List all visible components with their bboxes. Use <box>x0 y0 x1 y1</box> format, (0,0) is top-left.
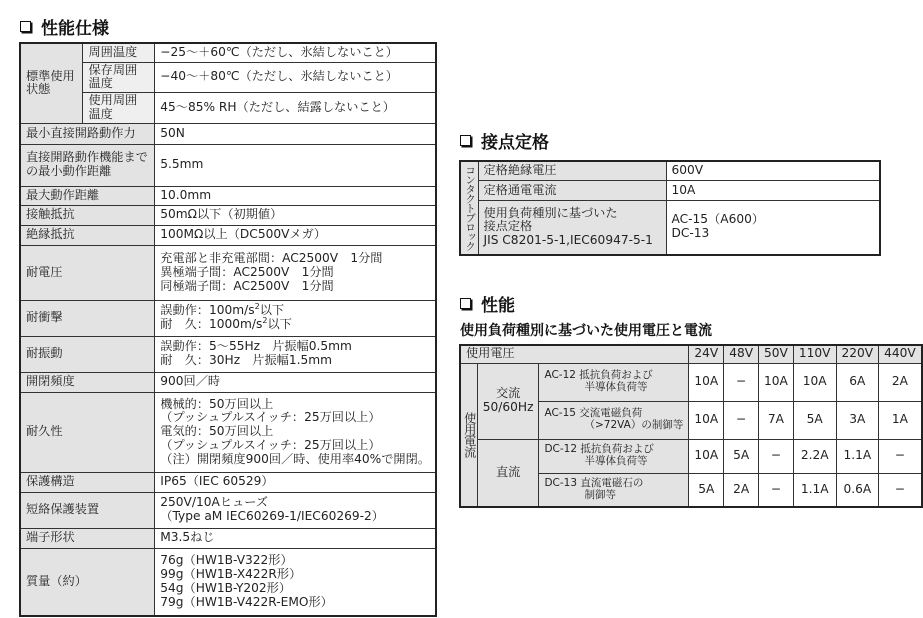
current-value: 5A <box>689 473 724 507</box>
load-type <box>539 439 689 473</box>
contact-label: 定格絶縁電圧 <box>478 161 666 181</box>
spec-value: 50N <box>155 123 436 144</box>
value-line: 電気的：50万回以上 <box>160 424 274 439</box>
perf-section-title <box>460 291 515 316</box>
value-line: 耐 久：$1000m/s^2$以下 <box>160 316 292 332</box>
contact-value <box>666 200 880 254</box>
value-line: 76g（HW1B-V322形） <box>160 553 293 568</box>
current-value: − <box>724 363 759 401</box>
value-line: 250V/10Aヒューズ <box>160 495 268 510</box>
current-value: 10A <box>759 363 794 401</box>
value-line: （プッシュプルスイッチ：25万回以上） <box>160 438 381 453</box>
spec-value: IP65（IEC 60529） <box>155 472 436 492</box>
current-value: 10A <box>689 363 724 401</box>
checkbox-square-icon <box>460 298 471 309</box>
current-value: 7A <box>759 401 794 439</box>
value-line: 機械的：50万回以上 <box>160 396 274 411</box>
voltage-header-label: 使用電圧 <box>460 345 689 363</box>
contact-title: 接点定格 <box>481 133 549 153</box>
value-line: 同極端子間：AC2500V 1分間 <box>160 278 334 293</box>
current-value: 1.1A <box>836 439 879 473</box>
spec-label: 最小直接開路動作力 <box>20 123 155 144</box>
spec-value: 10.0mm <box>155 186 436 205</box>
spec-section-title <box>20 14 109 39</box>
current-value: 5A <box>724 439 759 473</box>
load-line: （>72VA）の制御等 <box>584 419 684 431</box>
value-line: 99g（HW1B-X422R形） <box>160 567 302 582</box>
voltage-header: 50V <box>759 345 794 363</box>
spec-label: 質量（約） <box>20 548 155 616</box>
standard-conditions-label: 標準使用状態 <box>20 43 83 123</box>
voltage-header: 24V <box>689 345 724 363</box>
spec-label: 耐振動 <box>20 336 155 372</box>
contact-label <box>478 200 666 254</box>
spec-label: 接触抵抗 <box>20 205 155 225</box>
current-value: − <box>879 473 922 507</box>
spec-value <box>155 492 436 528</box>
value-line: （プッシュプルスイッチ：25万回以上） <box>160 410 381 425</box>
perf-subtitle: 使用負荷種別に基づいた使用電圧と電流 <box>460 323 712 339</box>
load-line: 半導体負荷等 <box>584 381 648 393</box>
value-line: AC-15（A600） <box>671 212 765 227</box>
current-value: − <box>759 439 794 473</box>
ac-label: 交流 50/60Hz <box>477 363 539 439</box>
value-line: 充電部と非充電部間：AC2500V 1分間 <box>160 250 383 265</box>
spec-title: 性能仕様 <box>41 19 109 39</box>
spec-value <box>155 392 436 472</box>
current-value: 0.6A <box>836 473 879 507</box>
contact-value: 10A <box>666 181 880 201</box>
current-label: 使用電流 <box>460 363 477 507</box>
load-line: AC-12 抵抗負荷および <box>544 369 653 382</box>
load-line: DC-12 抵抗負荷および <box>544 443 654 456</box>
spec-label: 耐久性 <box>20 392 155 472</box>
current-value: 2A <box>724 473 759 507</box>
spec-value: 50mΩ以下（初期値） <box>155 205 436 225</box>
contact-value: 600V <box>666 161 880 181</box>
current-value: 5A <box>793 401 836 439</box>
contact-section-title <box>460 128 549 153</box>
current-value: 10A <box>689 401 724 439</box>
current-value: 1A <box>879 401 922 439</box>
sub-label: 使用周囲温度 <box>83 93 155 124</box>
load-type <box>539 363 689 401</box>
load-line: 制御等 <box>584 488 616 501</box>
spec-value: M3.5ねじ <box>155 528 436 548</box>
spec-value: 45～85% RH（ただし、結露しないこと） <box>155 93 436 124</box>
current-value: 10A <box>689 439 724 473</box>
spec-label: 絶縁抵抗 <box>20 225 155 245</box>
load-type <box>539 473 689 507</box>
contact-table <box>459 160 881 256</box>
load-type <box>539 401 689 439</box>
dc-label: 直流 <box>477 439 539 507</box>
spec-label: 耐電圧 <box>20 245 155 300</box>
value-line: 誤動作：$100m/s^2$以下 <box>160 302 285 318</box>
spec-value <box>155 300 436 336</box>
current-value: 6A <box>836 363 879 401</box>
voltage-header: 220V <box>836 345 879 363</box>
current-value: 1.1A <box>793 473 836 507</box>
voltage-header: 48V <box>724 345 759 363</box>
value-line: 異極端子間：AC2500V 1分間 <box>160 264 334 279</box>
value-line: DC-13 <box>671 226 710 241</box>
contact-label: 定格通電電流 <box>478 181 666 201</box>
current-value: 10A <box>793 363 836 401</box>
perf-title: 性能 <box>481 296 515 316</box>
value-line: 誤動作：5～55Hz 片振幅0.5mm <box>160 339 352 354</box>
spec-label: 保護構造 <box>20 472 155 492</box>
spec-label: 耐衝撃 <box>20 300 155 336</box>
spec-value <box>155 336 436 372</box>
value-line: 耐 久：30Hz 片振幅1.5mm <box>160 353 332 368</box>
contact-block-label: コンタクトブロック <box>460 161 478 255</box>
sub-label: 保存周囲温度 <box>83 62 155 93</box>
spec-value: −25～＋60℃（ただし、氷結しないこと） <box>155 43 436 62</box>
checkbox-square-icon <box>460 135 471 146</box>
load-line: AC-15 交流電磁負荷 <box>544 407 643 420</box>
spec-label: 短絡保護装置 <box>20 492 155 528</box>
spec-label: 最大動作距離 <box>20 186 155 205</box>
current-value: − <box>724 401 759 439</box>
value-line: （Type aM IEC60269-1/IEC60269-2） <box>160 509 384 524</box>
label-line: 接点定格 <box>483 219 533 234</box>
label-line: 使用負荷種別に基づいた <box>483 205 618 220</box>
spec-label: 端子形状 <box>20 528 155 548</box>
current-value: 2.2A <box>793 439 836 473</box>
current-value: 3A <box>836 401 879 439</box>
spec-value <box>155 548 436 616</box>
voltage-header: 110V <box>793 345 836 363</box>
spec-label: 開閉頻度 <box>20 372 155 392</box>
spec-value: 900回／時 <box>155 372 436 392</box>
voltage-header: 440V <box>879 345 922 363</box>
load-line: DC-13 直流電磁石の <box>544 477 644 489</box>
spec-value: 100MΩ以上（DC500Vメガ） <box>155 225 436 245</box>
current-value: − <box>759 473 794 507</box>
value-line: 54g（HW1B-Y202形） <box>160 580 292 595</box>
spec-value: 5.5mm <box>155 144 436 186</box>
label-line: JIS C8201-5-1,IEC60947-5-1 <box>483 233 653 248</box>
perf-table <box>459 344 923 508</box>
spec-label: 直接開路動作機能までの最小動作距離 <box>20 144 155 186</box>
spec-value <box>155 245 436 300</box>
load-line: 半導体負荷等 <box>584 455 648 467</box>
spec-table <box>19 42 437 617</box>
checkbox-square-icon <box>20 21 31 32</box>
sub-label: 周囲温度 <box>83 43 155 62</box>
value-line: 79g（HW1B-V422R-EMO形） <box>160 594 333 609</box>
current-value: 2A <box>879 363 922 401</box>
value-line: （注）開閉頻度900回／時、使用率40%で開閉。 <box>160 451 430 466</box>
spec-value: −40～＋80℃（ただし、氷結しないこと） <box>155 62 436 93</box>
current-value: − <box>879 439 922 473</box>
